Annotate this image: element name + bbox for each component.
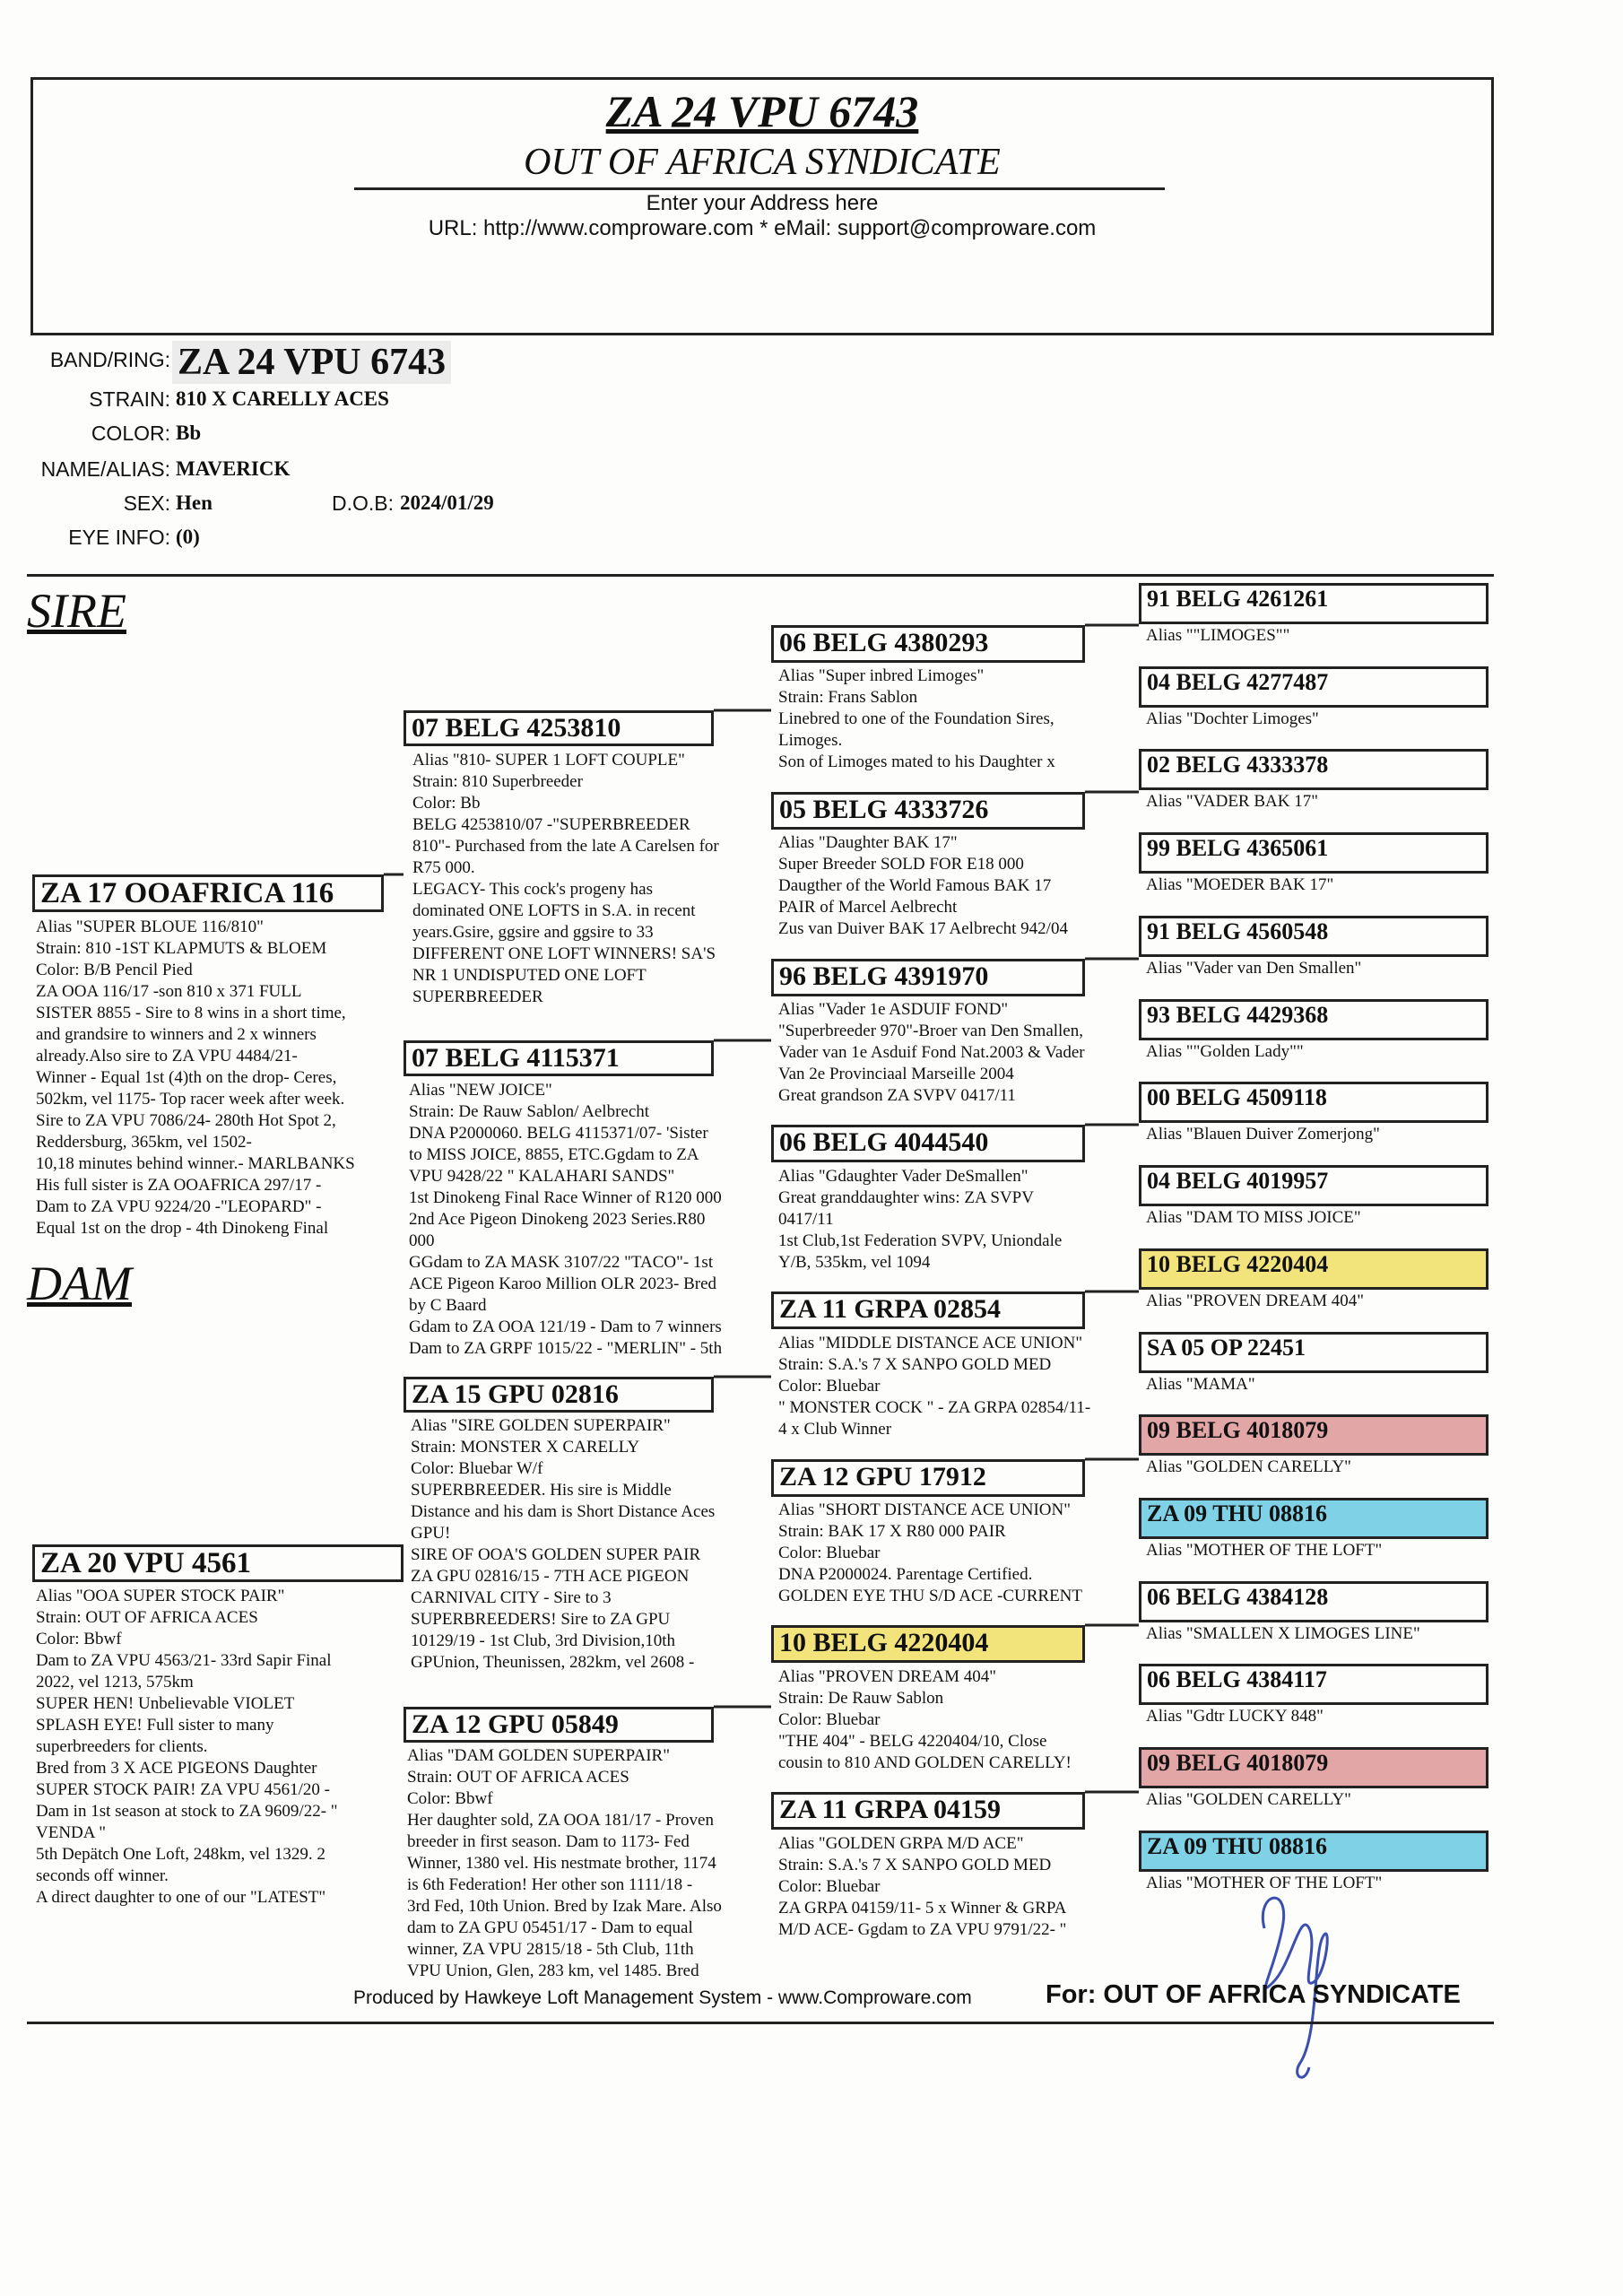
gen2-ring-1: 07 BELG 4253810 xyxy=(404,710,714,746)
gen3-ring-4: 06 BELG 4044540 xyxy=(771,1125,1085,1162)
gen3-ring-7: 10 BELG 4220404 xyxy=(771,1625,1085,1663)
gen4-ring-12: ZA 09 THU 08816 xyxy=(1139,1498,1488,1539)
gen4-alias-14: Alias "Gdtr LUCKY 848" xyxy=(1146,1707,1324,1726)
dam-description: Alias "OOA SUPER STOCK PAIR" Strain: OUT OF AFRICA ACES Color: Bbwf Dam to ZA VPU 4563/21- 33rd Sapir Final 2022, vel 1213, 575km SUPER HEN! Unbelievable VIOLET SPLASH EYE! Full sister to many superbreeders for clients. Bred from 3 X ACE PIGEONS Daughter SUPER STOCK PAIR! ZA VPU 4561/20 - Dam in 1st season at stock to ZA 9609/22- " VENDA " 5th Depätch One Loft, 248km, vel 1329. 2 seconds off winner. A direct daughter to one of our "LATEST" xyxy=(36,1587,338,1907)
sex-label: SEX: xyxy=(123,491,170,515)
gen4-ring-13: 06 BELG 4384128 xyxy=(1139,1581,1488,1622)
eye-label: EYE INFO: xyxy=(68,526,170,549)
strain-label: STRAIN: xyxy=(89,387,170,411)
sire-section-label: SIRE xyxy=(27,584,126,638)
gen4-ring-3: 02 BELG 4333378 xyxy=(1139,749,1488,790)
band-value: ZA 24 VPU 6743 xyxy=(172,341,451,384)
gen4-ring-6: 93 BELG 4429368 xyxy=(1139,999,1488,1040)
footer-rule xyxy=(27,2022,1494,2024)
gen4-ring-16: ZA 09 THU 08816 xyxy=(1139,1831,1488,1872)
gen4-ring-9: 10 BELG 4220404 xyxy=(1139,1248,1488,1290)
gen3-desc-8: Alias "GOLDEN GRPA M/D ACE" Strain: S.A.'s 7 X SANPO GOLD MED Color: Bluebar ZA GRPA 04159/11- 5 x Winner & GRPA M/D ACE- Ggdam to ZA VPU 9791/22- " xyxy=(778,1834,1067,1939)
gen4-alias-1: Alias ""LIMOGES"" xyxy=(1146,626,1290,645)
gen3-desc-5: Alias "MIDDLE DISTANCE ACE UNION" Strain: S.A.'s 7 X SANPO GOLD MED Color: Bluebar " MONSTER COCK " - ZA GRPA 02854/11- 4 x Club Winner xyxy=(778,1334,1091,1439)
gen3-ring-1: 06 BELG 4380293 xyxy=(771,625,1085,663)
gen4-alias-16: Alias "MOTHER OF THE LOFT" xyxy=(1146,1874,1383,1892)
gen4-alias-8: Alias "DAM TO MISS JOICE" xyxy=(1146,1208,1361,1227)
gen2-desc-4: Alias "DAM GOLDEN SUPERPAIR" Strain: OUT OF AFRICA ACES Color: Bbwf Her daughter sold, ZA OOA 181/17 - Proven breeder in first season. Dam to 1173- Fed Winner, 1380 vel. His nestmate brother, 1174 is 6th Federation! Her other son 1111/18 - 3rd Fed, 10th Union. Bred by Izak Mare. Also dam to ZA GPU 05451/17 - Dam to equal winner, ZA VPU 2815/18 - 5th Club, 11th VPU Union, Glen, 283 km, vel 1485. Bred xyxy=(407,1746,722,1980)
gen4-ring-4: 99 BELG 4365061 xyxy=(1139,832,1488,874)
gen4-ring-15: 09 BELG 4018079 xyxy=(1139,1747,1488,1788)
footer-for-syndicate: For: OUT OF AFRICA SYNDICATE xyxy=(1046,1980,1461,2009)
gen4-ring-10: SA 05 OP 22451 xyxy=(1139,1332,1488,1373)
gen4-ring-14: 06 BELG 4384117 xyxy=(1139,1664,1488,1705)
color-label: COLOR: xyxy=(91,422,170,445)
gen4-alias-9: Alias "PROVEN DREAM 404" xyxy=(1146,1292,1364,1310)
dob-label: D.O.B: xyxy=(332,491,395,515)
sire-ring-box: ZA 17 OOAFRICA 116 xyxy=(32,874,384,912)
name-label: NAME/ALIAS: xyxy=(40,457,170,481)
gen4-alias-3: Alias "VADER BAK 17" xyxy=(1146,792,1318,811)
dam-section-label: DAM xyxy=(27,1257,132,1310)
gen2-ring-4: ZA 12 GPU 05849 xyxy=(404,1707,714,1743)
name-value: MAVERICK xyxy=(176,457,291,480)
gen2-ring-2: 07 BELG 4115371 xyxy=(404,1040,714,1076)
gen3-ring-5: ZA 11 GRPA 02854 xyxy=(771,1292,1085,1329)
band-label: BAND/RING: xyxy=(49,348,170,371)
gen4-alias-5: Alias "Vader van Den Smallen" xyxy=(1146,959,1362,978)
gen4-ring-5: 91 BELG 4560548 xyxy=(1139,916,1488,957)
gen3-desc-3: Alias "Vader 1e ASDUIF FOND" "Superbreeder 970"-Broer van Den Smallen, Vader van 1e Asduif Fond Nat.2003 & Vader Van 2e Provinciaal Marseille 2004 Great grandson ZA SVPV 0417/11 xyxy=(778,1000,1085,1105)
gen4-ring-7: 00 BELG 4509118 xyxy=(1139,1082,1488,1123)
strain-value: 810 X CARELLY ACES xyxy=(176,387,389,410)
gen3-ring-2: 05 BELG 4333726 xyxy=(771,792,1085,830)
header-ring-title: ZA 24 VPU 6743 xyxy=(605,86,919,136)
gen4-alias-15: Alias "GOLDEN CARELLY" xyxy=(1146,1790,1351,1809)
gen3-ring-6: ZA 12 GPU 17912 xyxy=(771,1459,1085,1497)
gen4-ring-2: 04 BELG 4277487 xyxy=(1139,666,1488,708)
gen3-ring-3: 96 BELG 4391970 xyxy=(771,959,1085,996)
gen4-alias-4: Alias "MOEDER BAK 17" xyxy=(1146,875,1334,894)
header-url: URL: http://www.comproware.com * eMail: support@comproware.com xyxy=(428,216,1097,240)
gen4-ring-11: 09 BELG 4018079 xyxy=(1139,1414,1488,1456)
gen4-alias-10: Alias "MAMA" xyxy=(1146,1375,1255,1394)
sire-description: Alias "SUPER BLOUE 116/810" Strain: 810 -1ST KLAPMUTS & BLOEM Color: B/B Pencil Pied ZA OOA 116/17 -son 810 x 371 FULL SISTER 8855 - Sire to 8 wins in a short time, and grandsire to winners and 2 x winners already.Also sire to ZA VPU 4484/21- Winner - Equal 1st (4)th on the drop- Ceres, 502km, vel 1175- Top racer week after week. Sire to ZA VPU 7086/24- 280th Hot Spot 2, Reddersburg, 365km, vel 1502- 10,18 minutes behind winner.- MARLBANKS His full sister is ZA OOAFRICA 297/17 - Dam to ZA VPU 9224/20 -"LEOPARD" - Equal 1st on the drop - 4th Dinokeng Final xyxy=(36,918,355,1238)
color-value: Bb xyxy=(176,422,202,444)
gen4-alias-12: Alias "MOTHER OF THE LOFT" xyxy=(1146,1541,1383,1560)
gen4-alias-6: Alias ""Golden Lady"" xyxy=(1146,1042,1304,1061)
gen4-alias-11: Alias "GOLDEN CARELLY" xyxy=(1146,1457,1351,1476)
gen3-desc-4: Alias "Gdaughter Vader DeSmallen" Great granddaughter wins: ZA SVPV 0417/11 1st Club,1st Federation SVPV, Uniondale Y/B, 535km, vel 1094 xyxy=(778,1167,1063,1272)
header-address: Enter your Address here xyxy=(646,191,879,215)
header-syndicate: OUT OF AFRICA SYNDICATE xyxy=(524,142,1001,183)
gen2-ring-3: ZA 15 GPU 02816 xyxy=(404,1377,714,1413)
eye-value: (0) xyxy=(176,526,200,548)
gen3-desc-6: Alias "SHORT DISTANCE ACE UNION" Strain: BAK 17 X R80 000 PAIR Color: Bluebar DNA P2000024. Parentage Certified. GOLDEN EYE THU S/D ACE -CURRENT xyxy=(778,1500,1083,1605)
gen3-desc-1: Alias "Super inbred Limoges" Strain: Frans Sablon Linebred to one of the Foundation Sires, Limoges. Son of Limoges mated to his Daughter x xyxy=(778,666,1055,771)
gen3-desc-7: Alias "PROVEN DREAM 404" Strain: De Rauw Sablon Color: Bluebar "THE 404" - BELG 4220404/10, Close cousin to 810 AND GOLDEN CARELLY! xyxy=(778,1667,1072,1772)
footer-produced-by: Produced by Hawkeye Loft Management System - www.Comproware.com xyxy=(353,1987,972,2008)
gen2-desc-2: Alias "NEW JOICE" Strain: De Rauw Sablon/ Aelbrecht DNA P2000060. BELG 4115371/07- 'Sister to MISS JOICE, 8855, ETC.Ggdam to ZA VPU 9428/22 " KALAHARI SANDS" 1st Dinokeng Final Race Winner of R120 000 2nd Ace Pigeon Dinokeng 2023 Series.R80 000 GGdam to ZA MASK 3107/22 "TACO"- 1st ACE Pigeon Karoo Million OLR 2023- Bred by C Baard Gdam to ZA OOA 121/19 - Dam to 7 winners Dam to ZA GRPF 1015/22 - "MERLIN" - 5th xyxy=(409,1081,723,1358)
gen2-desc-3: Alias "SIRE GOLDEN SUPERPAIR" Strain: MONSTER X CARELLY Color: Bluebar W/f SUPERBREEDER. His sire is Middle Distance and his dam is Short Distance Aces GPU! SIRE OF OOA'S GOLDEN SUPER PAIR ZA GPU 02816/15 - 7TH ACE PIGEON CARNIVAL CITY - Sire to 3 SUPERBREEDERS! Sire to ZA GPU 10129/19 - 1st Club, 3rd Division,10th GPUnion, Theunissen, 282km, vel 2608 - xyxy=(411,1416,716,1672)
gen3-ring-8: ZA 11 GRPA 04159 xyxy=(771,1792,1085,1830)
gen4-alias-13: Alias "SMALLEN X LIMOGES LINE" xyxy=(1146,1624,1420,1643)
gen4-alias-2: Alias "Dochter Limoges" xyxy=(1146,709,1319,728)
gen4-ring-8: 04 BELG 4019957 xyxy=(1139,1165,1488,1206)
gen4-ring-1: 91 BELG 4261261 xyxy=(1139,583,1488,624)
gen3-desc-2: Alias "Daughter BAK 17" Super Breeder SOLD FOR E18 000 Daugther of the World Famous BAK 17 PAIR of Marcel Aelbrecht Zus van Duiver BAK 17 Aelbrecht 942/04 xyxy=(778,833,1068,938)
sex-value: Hen xyxy=(176,491,213,514)
dam-ring-box: ZA 20 VPU 4561 xyxy=(32,1544,404,1582)
gen4-alias-7: Alias "Blauen Duiver Zomerjong" xyxy=(1146,1125,1380,1144)
dob-value: 2024/01/29 xyxy=(400,491,494,514)
gen2-desc-1: Alias "810- SUPER 1 LOFT COUPLE" Strain: 810 Superbreeder Color: Bb BELG 4253810/07 -"SUPERBREEDER 810"- Purchased from the late A Carelsen for R75 000. LEGACY- This cock's progeny has dominated ONE LOFTS in S.A. in recent years.Gsire, ggsire and ggsire to 33 DIFFERENT ONE LOFT WINNERS! SA'S NR 1 UNDISPUTED ONE LOFT SUPERBREEDER xyxy=(412,751,719,1006)
